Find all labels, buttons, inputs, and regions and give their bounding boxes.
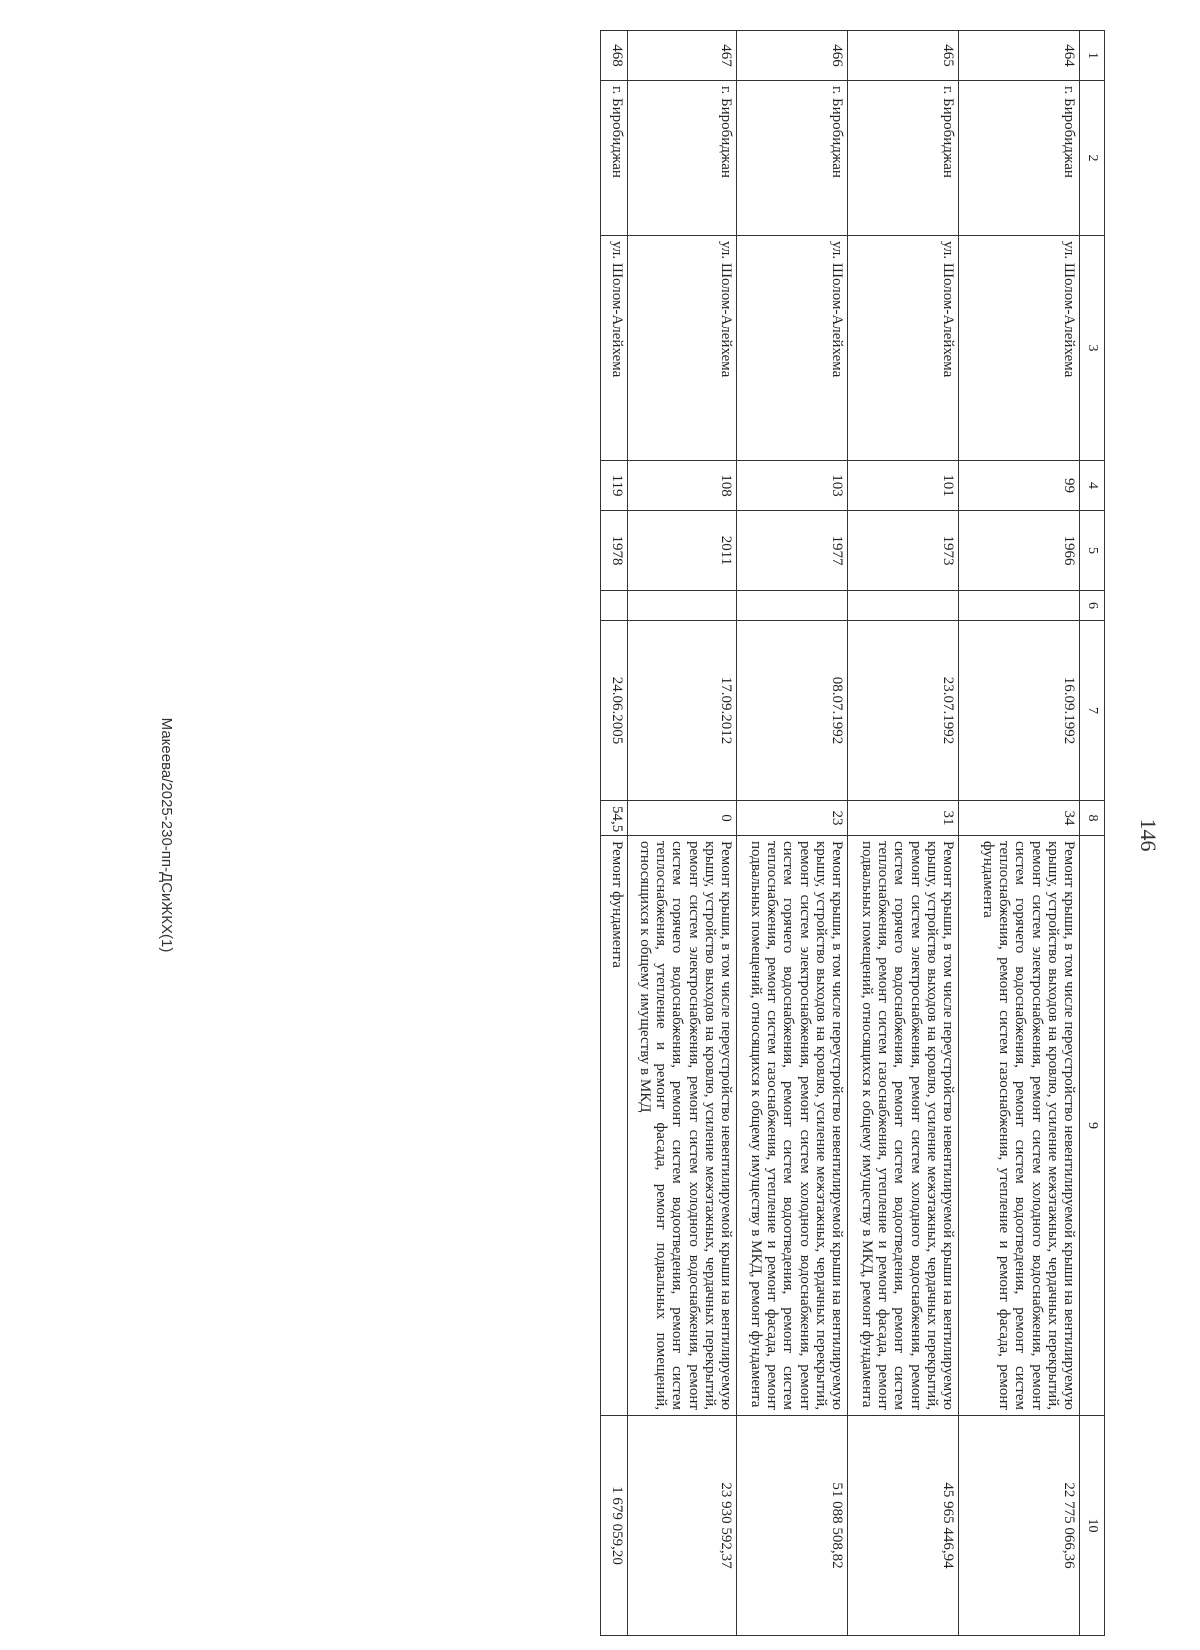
header-cell: 5: [1080, 511, 1105, 591]
header-cell: 2: [1080, 81, 1105, 236]
header-cell: 6: [1080, 591, 1105, 621]
works-cell: Ремонт крыши, в том числе переустройство невентилируемой крыши на вентилируемую крышу, устройство выходов на кровлю, усиление межэтажных, чердачных перекрытий, ремонт систем электроснабжения, ремонт систем холодного водоснабжения, ремонт систем горячего водоснабжения, ремонт систем водоотведения, ремонт систем теплоснабжения, ремонт систем газоснабжения, утепление и ремонт фасада, ремонт фундамента: [959, 836, 1080, 1416]
table-row: [959, 31, 1080, 1636]
column-number-row: [1080, 31, 1105, 1636]
works-cell: Ремонт крыши, в том числе переустройство невентилируемой крыши на вентилируемую крышу, устройство выходов на кровлю, усиление межэтажных, чердачных перекрытий, ремонт систем электроснабжения, ремонт систем холодного водоснабжения, ремонт систем горячего водоснабжения, ремонт систем водоотведения, ремонт систем теплоснабжения, ремонт систем газоснабжения, утепление и ремонт фасада, ремонт подвальных помещений, относящихся к общему имуществу в МКД, ремонт фундамента: [848, 836, 959, 1416]
row-number: 464: [959, 31, 1080, 81]
table-row: [848, 31, 959, 1636]
col6-cell: [628, 591, 737, 621]
col8-cell: 34: [959, 801, 1080, 836]
house-number-cell: 108: [628, 461, 737, 511]
header-cell: 4: [1080, 461, 1105, 511]
cost-cell: 22 775 066,36: [959, 1416, 1080, 1636]
house-number-cell: 119: [601, 461, 628, 511]
date-cell: 23.07.1992: [848, 621, 959, 801]
street-cell: ул. Шолом-Алейхема: [959, 236, 1080, 461]
row-number: 466: [737, 31, 848, 81]
works-cell: Ремонт фундамента: [601, 836, 628, 1416]
document-page: [115, 20, 1200, 1650]
header-cell: 8: [1080, 801, 1105, 836]
works-cell: Ремонт крыши, в том числе переустройство невентилируемой крыши на вентилируемую крышу, устройство выходов на кровлю, усиление межэтажных, чердачных перекрытий, ремонт систем электроснабжения, ремонт систем холодного водоснабжения, ремонт систем горячего водоснабжения, ремонт систем водоотведения, ремонт систем теплоснабжения, утепление и ремонт фасада, ремонт подвальных помещений, относящихся к общему имуществу в МКД: [628, 836, 737, 1416]
city-cell: г. Биробиджан: [628, 81, 737, 236]
house-number-cell: 103: [737, 461, 848, 511]
date-cell: 24.06.2005: [601, 621, 628, 801]
col8-cell: 0: [628, 801, 737, 836]
house-number-cell: 101: [848, 461, 959, 511]
street-cell: ул. Шолом-Алейхема: [848, 236, 959, 461]
year-cell: 1973: [848, 511, 959, 591]
street-cell: ул. Шолом-Алейхема: [601, 236, 628, 461]
header-cell: 10: [1080, 1416, 1105, 1636]
row-number: 468: [601, 31, 628, 81]
city-cell: г. Биробиджан: [959, 81, 1080, 236]
col6-cell: [737, 591, 848, 621]
date-cell: 08.07.1992: [737, 621, 848, 801]
house-number-cell: 99: [959, 461, 1080, 511]
col6-cell: [601, 591, 628, 621]
year-cell: 2011: [628, 511, 737, 591]
works-cell: Ремонт крыши, в том числе переустройство невентилируемой крыши на вентилируемую крышу, устройство выходов на кровлю, усиление межэтажных, чердачных перекрытий, ремонт систем электроснабжения, ремонт систем холодного водоснабжения, ремонт систем горячего водоснабжения, ремонт систем водоотведения, ремонт систем теплоснабжения, ремонт систем газоснабжения, утепление и ремонт фасада, ремонт подвальных помещений, относящихся к общему имуществу в МКД, ремонт фундамента: [737, 836, 848, 1416]
date-cell: 16.09.1992: [959, 621, 1080, 801]
cost-cell: 51 088 508,82: [737, 1416, 848, 1636]
cost-cell: 45 965 446,94: [848, 1416, 959, 1636]
street-cell: ул. Шолом-Алейхема: [628, 236, 737, 461]
city-cell: г. Биробиджан: [601, 81, 628, 236]
header-cell: 9: [1080, 836, 1105, 1416]
col6-cell: [959, 591, 1080, 621]
year-cell: 1978: [601, 511, 628, 591]
page-number: 146: [1136, 818, 1161, 852]
document-footer-id: Макеева/2025-230-пп-ДСиЖКХ(1): [158, 717, 175, 953]
col6-cell: [848, 591, 959, 621]
col8-cell: 31: [848, 801, 959, 836]
header-cell: 1: [1080, 31, 1105, 81]
table-row: [601, 31, 628, 1636]
col8-cell: 54,5: [601, 801, 628, 836]
table-row: [737, 31, 848, 1636]
header-cell: 3: [1080, 236, 1105, 461]
city-cell: г. Биробиджан: [737, 81, 848, 236]
year-cell: 1977: [737, 511, 848, 591]
row-number: 467: [628, 31, 737, 81]
street-cell: ул. Шолом-Алейхема: [737, 236, 848, 461]
header-cell: 7: [1080, 621, 1105, 801]
table-row: [628, 31, 737, 1636]
city-cell: г. Биробиджан: [848, 81, 959, 236]
repair-program-table: [600, 30, 1105, 1636]
row-number: 465: [848, 31, 959, 81]
date-cell: 17.09.2012: [628, 621, 737, 801]
cost-cell: 1 679 059,20: [601, 1416, 628, 1636]
year-cell: 1966: [959, 511, 1080, 591]
col8-cell: 23: [737, 801, 848, 836]
cost-cell: 23 930 592,37: [628, 1416, 737, 1636]
